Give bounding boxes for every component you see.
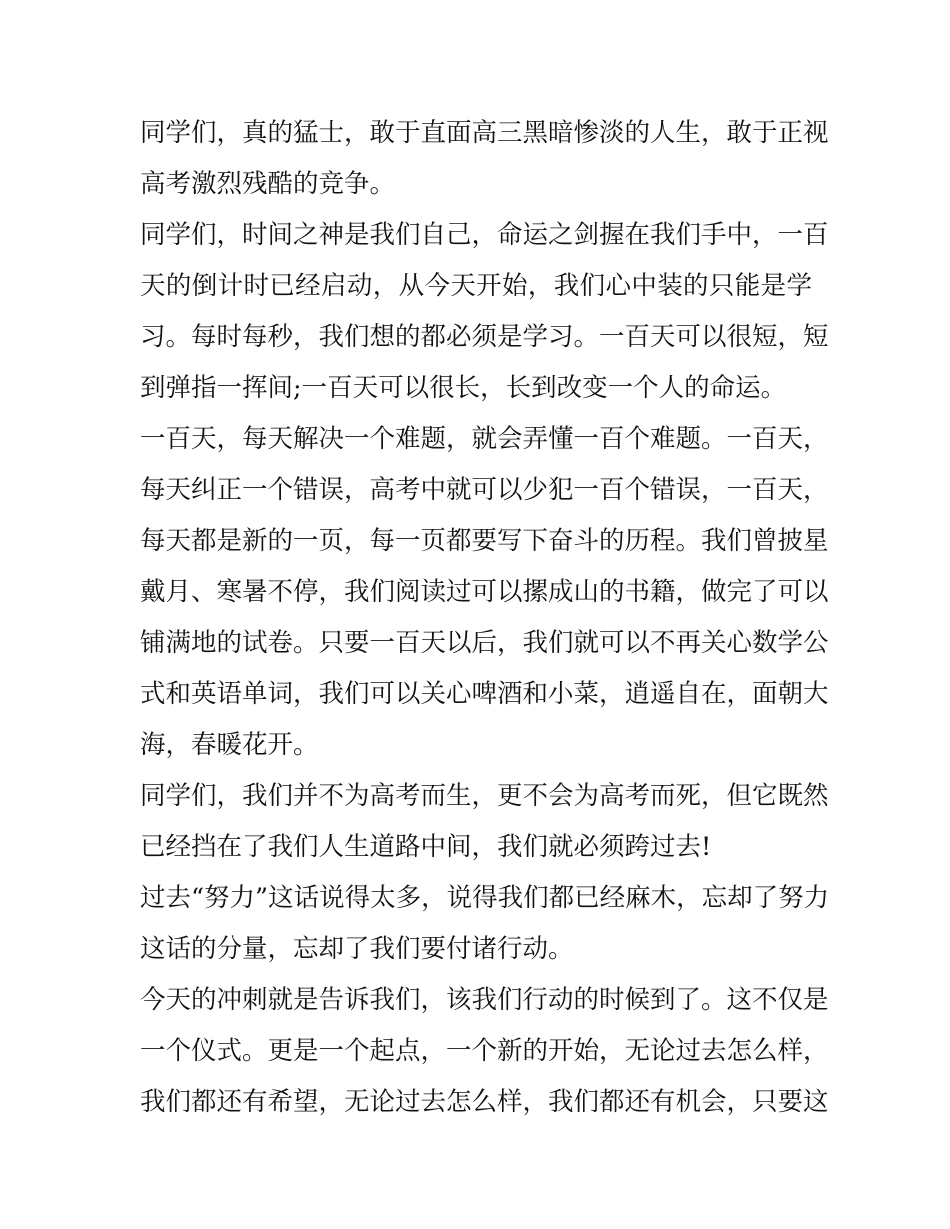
text-line: 已经挡在了我们人生道路中间，我们就必须跨过去! [140, 832, 712, 862]
text-line: 每天纠正一个错误，高考中就可以少犯一百个错误，一百天， [140, 475, 829, 505]
text-line: 铺满地的试卷。只要一百天以后，我们就可以不再关心数学公 [140, 628, 829, 658]
text-line: 这话的分量，忘却了我们要付诸行动。 [140, 934, 574, 964]
text-line: 戴月、寒暑不停，我们阅读过可以摞成山的书籍，做完了可以 [140, 577, 829, 607]
text-line: 过去“努力”这话说得太多，说得我们都已经麻木，忘却了努力 [140, 883, 830, 913]
text-line: 高考激烈残酷的竞争。 [140, 169, 396, 199]
text-line: 一个仪式。更是一个起点，一个新的开始，无论过去怎么样， [140, 1036, 829, 1066]
text-line: 我们都还有希望，无论过去怎么样，我们都还有机会，只要这 [140, 1087, 829, 1117]
text-line: 每天都是新的一页，每一页都要写下奋斗的历程。我们曾披星 [140, 526, 829, 556]
text-line: 天的倒计时已经启动，从今天开始，我们心中装的只能是学 [140, 271, 812, 301]
text-line: 今天的冲刺就是告诉我们，该我们行动的时候到了。这不仅是 [140, 985, 829, 1015]
text-line: 同学们，时间之神是我们自己，命运之剑握在我们手中，一百 [140, 220, 829, 250]
text-line: 海，春暖花开。 [140, 730, 319, 760]
text-line: 式和英语单词，我们可以关心啤酒和小菜，逍遥自在，面朝大 [140, 679, 829, 709]
speech-text [140, 108, 830, 1128]
text-line: 一百天，每天解决一个难题，就会弄懂一百个难题。一百天， [140, 424, 829, 454]
text-line: 同学们，我们并不为高考而生，更不会为高考而死，但它既然 [140, 781, 829, 811]
text-line: 同学们，真的猛士，敢于直面高三黑暗惨淡的人生，敢于正视 [140, 118, 829, 148]
text-line: 习。每时每秒，我们想的都必须是学习。一百天可以很短，短 [140, 322, 829, 352]
text-line: 到弹指一挥间;一百天可以很长，长到改变一个人的命运。 [140, 373, 787, 403]
